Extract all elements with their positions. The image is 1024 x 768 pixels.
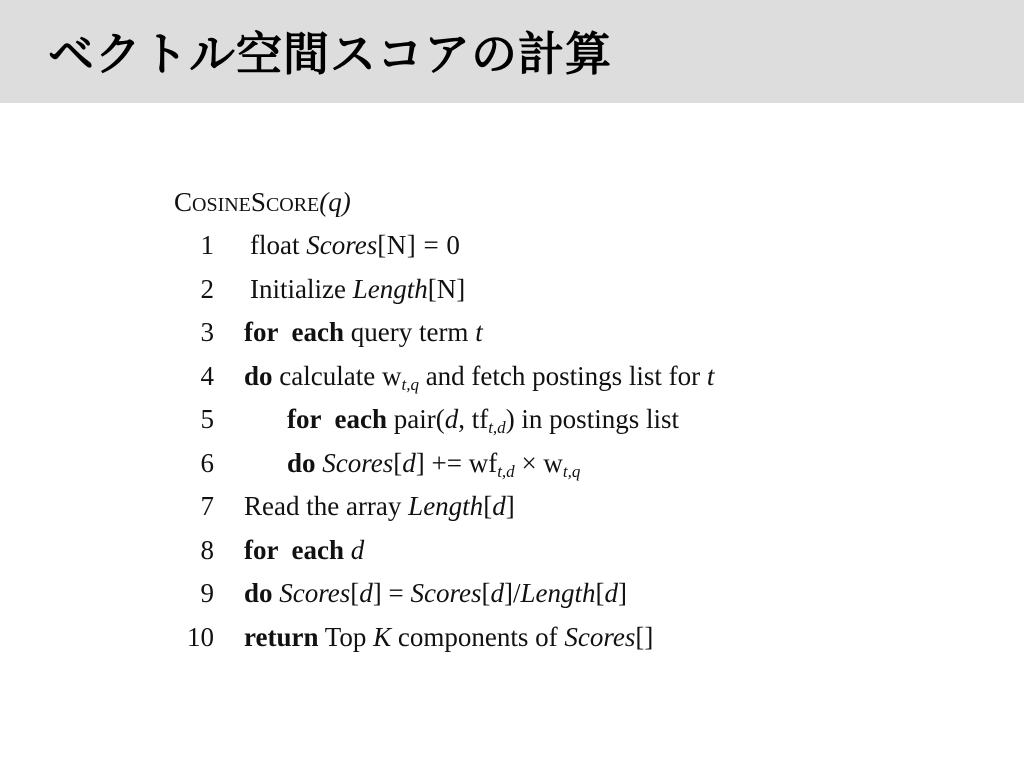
keyword: do xyxy=(287,447,316,478)
line-number: 2 xyxy=(200,273,214,304)
keyword: for each xyxy=(287,404,387,434)
line-number: 6 xyxy=(200,447,214,478)
code-line-9: 9 do Scores[d] = Scores[d]/Length[d] xyxy=(174,572,351,616)
line-number: 10 xyxy=(187,621,214,652)
page-title: ベクトル空間スコアの計算 xyxy=(48,27,612,81)
code-line-8: 8 for each d xyxy=(174,529,351,573)
code-line-6: 6 do Scores[d] += $wf_{t,d} \times w_{t,q}$ xyxy=(174,442,351,486)
line-number: 9 xyxy=(200,578,214,608)
algorithm-block xyxy=(174,184,715,659)
code-line-5: 5 for each pair(d, $tf_{t,d}$) in postings list xyxy=(174,398,351,442)
line-number: 3 xyxy=(200,317,214,347)
code-line-2: 2 Initialize Length[N] xyxy=(174,268,351,312)
code-line-3: 3 for each query term t xyxy=(174,311,351,355)
code-line-1: 1 float Scores[N] = 0 xyxy=(174,224,351,268)
line-number: 8 xyxy=(200,534,214,565)
keyword: do xyxy=(244,360,273,391)
line-number: 4 xyxy=(200,360,214,391)
keyword: return xyxy=(244,621,319,652)
code-line-10: 10 return Top K components of Scores[] xyxy=(174,616,351,660)
line-number: 1 xyxy=(200,230,214,260)
keyword: do xyxy=(244,578,273,608)
keyword: for each xyxy=(244,534,344,565)
algorithm-name: COSINESCORE(q) xyxy=(174,187,351,217)
header-bar xyxy=(0,0,1024,103)
code-line-4: 4 do calculate $w_{t,q}$ and fetch postings list for t xyxy=(174,355,351,399)
line-number: 7 xyxy=(200,491,214,521)
code-line-7: 7 Read the array Length[d] xyxy=(174,485,351,529)
line-number: 5 xyxy=(200,404,214,434)
keyword: for each xyxy=(244,317,344,347)
